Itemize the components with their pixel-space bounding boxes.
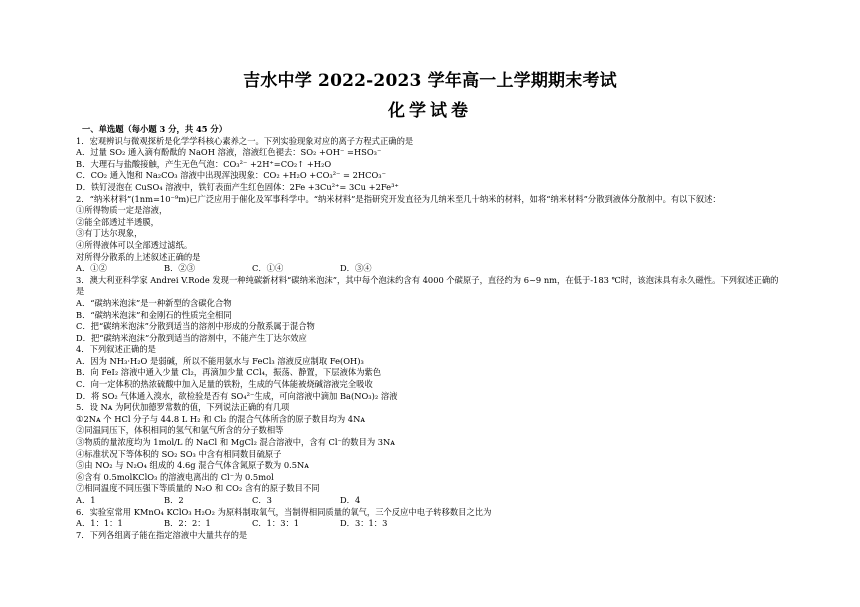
question-5-statement-7: ⑦相同温度不同压强下等质量的 N₂O 和 CO₂ 含有的原子数目不同 — [76, 483, 320, 494]
question-5-statement-6: ⑥含有 0.5molKClO₃ 的溶液电离出的 Cl⁻为 0.5mol — [76, 471, 274, 482]
question-2-statement-2: ②能全部透过半透膜， — [76, 216, 159, 227]
question-2-stem: 2．“纳米材料”(1nm=10⁻⁹m)已广泛应用于催化及军事科学中。“纳米材料”是指研究开发直径为几纳米至几十纳米的材料，如将“纳米材料”分散到液体分散剂中。有以下叙述： — [76, 193, 721, 204]
question-6-stem: 6．实验室常用 KMnO₄ KClO₃ H₂O₂ 为原料制取氧气，当制得相同质量的氧气，三个反应中电子转移数目之比为 — [76, 506, 492, 517]
question-4-option-d: D．将 SO₂ 气体通入溴水，欲检验是否有 SO₄²⁻生成，可向溶液中滴加 Ba(NO₃)₂ 溶液 — [76, 390, 398, 401]
question-5-statement-3: ③物质的量浓度均为 1mol/L 的 NaCl 和 MgCl₂ 混合溶液中，含有 Cl⁻的数目为 3Nᴀ — [76, 437, 395, 448]
question-3-stem: 3．澳大利亚科学家 Andrei V.Rode 发现一种纯碳新材料“碳纳米泡沫”，其中每个泡沫约含有 4000 个碳原子，直径约为 6~9 nm，在低于-183 ℃时，该泡沫具有永久磁性。下列叙述正确的 — [76, 274, 779, 285]
page-title: 吉水中学 2022-2023 学年高一上学期期末考试 — [243, 71, 617, 91]
section-heading: 一、单选题（每小题 3 分，共 45 分） — [82, 124, 228, 134]
question-2-option-c: C．①④ — [252, 263, 284, 274]
question-5-statement-5: ⑤由 NO₂ 与 N₂O₄ 组成的 4.6g 混合气体含氮原子数为 0.5Nᴀ — [76, 460, 309, 471]
question-1-option-c: C．CO₂ 通入饱和 Na₂CO₃ 溶液中出现浑浊现象：CO₂ +H₂O +CO₃²⁻ = 2HCO₃⁻ — [76, 170, 386, 181]
question-2-statement-4: ④所得液体可以全部透过滤纸。 — [76, 239, 193, 250]
question-6-options — [76, 518, 851, 530]
question-2-ask: 对所得分散系的上述叙述正确的是 — [76, 251, 201, 262]
question-6-option-a: A．1：1：1 — [76, 518, 123, 529]
question-4-stem: 4．下列叙述正确的是 — [76, 344, 156, 355]
question-5-statement-2: ②同温同压下，体积相同的氢气和氩气所含的分子数相等 — [76, 425, 284, 436]
question-3-option-b: B．“碳纳米泡沫”和金刚石的性质完全相同 — [76, 309, 232, 320]
page-subtitle: 化学试卷 — [388, 101, 472, 121]
question-5-statement-1: ①2Nᴀ 个 HCl 分子与 44.8 L H₂ 和 Cl₂ 的混合气体所含的原子数目均为 4Nᴀ — [76, 413, 366, 424]
question-5-option-d: D．4 — [340, 495, 361, 505]
question-4-option-c: C．向一定体积的热浓硫酸中加入足量的铁粉，生成的气体能被烧碱溶液完全吸收 — [76, 379, 373, 390]
question-5-option-b: B．2 — [164, 495, 184, 505]
question-1-option-a: A．过量 SO₂ 通入滴有酚酞的 NaOH 溶液，溶液红色褪去：SO₂ +OH⁻ =HSO₃⁻ — [76, 147, 382, 158]
question-5-stem: 5．设 Nᴀ 为阿伏加德罗常数的值，下列说法正确的有几项 — [76, 402, 290, 413]
question-6-option-d: D．3：1：3 — [340, 518, 388, 529]
question-5-options — [76, 495, 851, 507]
question-2-option-b: B．②③ — [164, 263, 195, 274]
question-6-option-c: C．1：3：1 — [252, 518, 300, 529]
question-6-option-b: B．2：2：1 — [164, 518, 211, 529]
question-7-stem: 7．下列各组离子能在指定溶液中大量共存的是 — [76, 529, 248, 540]
question-3-option-c: C．把“碳纳米泡沫”分散到适当的溶剂中形成的分散系属于混合物 — [76, 321, 315, 332]
question-3-option-d: D．把“碳纳米泡沫”分散到适当的溶剂中，不能产生丁达尔效应 — [76, 332, 307, 343]
question-2-option-d: D．③④ — [340, 263, 372, 274]
question-2-statement-1: ①所得物质一定是溶液， — [76, 205, 168, 216]
question-3-stem-continued: 是 — [76, 286, 85, 297]
question-1-option-b: B．大理石与盐酸接触，产生无色气泡：CO₃²⁻ +2H⁺=CO₂↑ +H₂O — [76, 158, 332, 169]
question-body — [76, 124, 851, 541]
question-5-statement-4: ④标准状况下等体积的 SO₂ SO₃ 中含有相同数目硫原子 — [76, 448, 282, 459]
question-2-statement-3: ③有丁达尔现象， — [76, 228, 143, 239]
question-4-option-a: A．因为 NH₃·H₂O 是弱碱，所以不能用氨水与 FeCl₃ 溶液反应制取 Fe(OH)₃ — [76, 355, 364, 366]
question-2-options — [76, 263, 851, 275]
question-3-option-a: A．“碳纳米泡沫”是一种新型的含碳化合物 — [76, 297, 232, 308]
question-4-option-b: B．向 FeI₂ 溶液中通入少量 Cl₂，再滴加少量 CCl₄，振荡、静置，下层液体为紫色 — [76, 367, 382, 378]
question-2-option-a: A．①② — [76, 263, 107, 274]
question-5-option-c: C．3 — [252, 495, 272, 505]
question-1-option-d: D．铁钉浸泡在 CuSO₄ 溶液中，铁钉表面产生红色固体：2Fe +3Cu²⁺= 3Cu +2Fe³⁺ — [76, 181, 399, 192]
question-1-stem: 1．宏观辨识与微观探析是化学学科核心素养之一。下列实验现象对应的离子方程式正确的是 — [76, 135, 414, 146]
question-5-option-a: A．1 — [76, 495, 96, 505]
